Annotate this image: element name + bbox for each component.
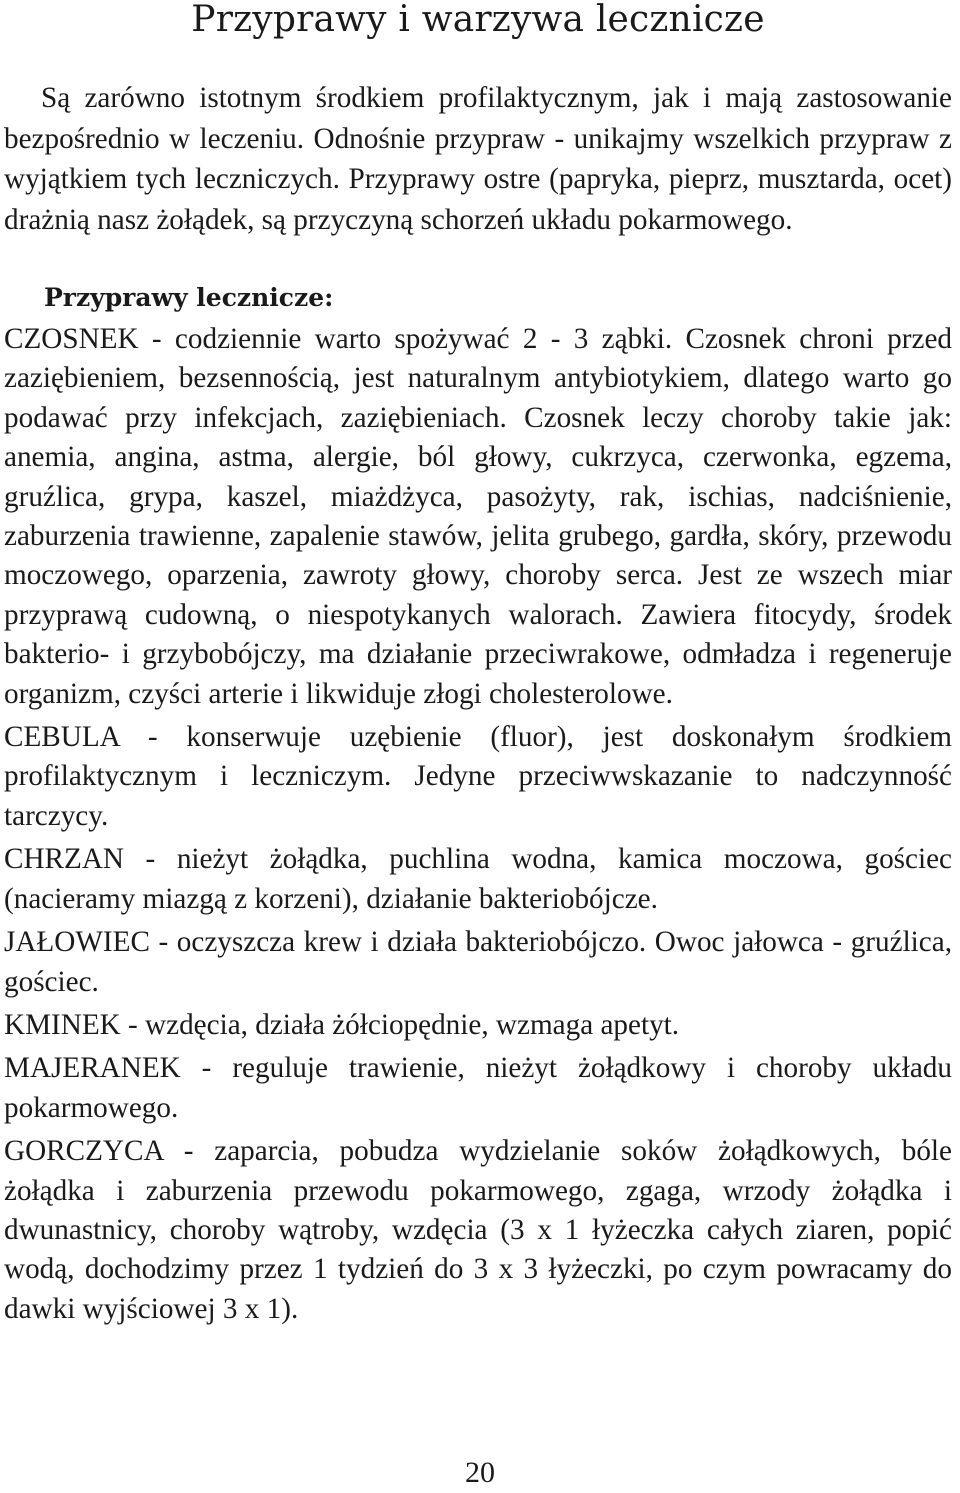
entry-jalowiec: JAŁOWIEC - oczyszcza krew i działa bakteriobójczo. Owoc jałowca - gruźlica, gościec. [4, 926, 952, 998]
entry-kminek: KMINEK - wzdęcia, działa żółciopędnie, wzmaga apetyt. [4, 1008, 680, 1041]
entry-czosnek: CZOSNEK - codziennie warto spożywać 2 - 3 ząbki. Czosnek chroni przed zaziębieniem, bezsennością, jest naturalnym antybiotykiem, dlatego warto go podawać przy infekcjach, zaziębieniach. Czosnek leczy choroby takie jak: anemia, angina, astma, alergie, ból głowy, cukrzyca, czerwonka, egzema, gruźlica, grypa, kaszel, miażdżyca, pasożyty, rak, ischias, nadciśnienie, zaburzenia trawienne, zapalenie stawów, jelita grubego, gardła, skóry, przewodu moczowego, oparzenia, zawroty głowy, choroby serca. Jest ze wszech miar przyprawą cudowną, o niespotykanych walorach. Zawiera fitocydy, środek bakterio- i grzybobójczy, ma działanie przeciwrakowe, odmładza i regeneruje organizm, czyści arterie i likwiduje złogi cholesterolowe. [4, 323, 952, 710]
section-heading: Przyprawy lecznicze: [44, 283, 334, 312]
entry-chrzan: CHRZAN - nieżyt żołądka, puchlina wodna, kamica moczowa, gościec (nacieramy miazgą z korzeni), działanie bakteriobójcze. [4, 843, 952, 915]
entry-gorczyca: GORCZYCA - zaparcia, pobudza wydzielanie soków żołądkowych, bóle żołądka i zaburzenia przewodu pokarmowego, zgaga, wrzody żołądka i dwunastnicy, choroby wątroby, wzdęcia (3 x 1 łyżeczka całych ziaren, popić wodą, dochodzimy przez 1 tydzień do 3 x 3 łyżeczki, po czym powracamy do dawki wyjściowej 3 x 1). [4, 1135, 952, 1325]
entry-cebula: CEBULA - konserwuje uzębienie (fluor), jest doskonałym środkiem profilaktycznym i leczniczym. Jedyne przeciwwskazanie to nadczynność tarczycy. [4, 721, 952, 832]
entry-majeranek: MAJERANEK - reguluje trawienie, nieżyt żołądkowy i choroby układu pokarmowego. [4, 1052, 952, 1124]
page-title: Przyprawy i warzywa lecznicze [191, 0, 765, 40]
intro-paragraph: Są zarówno istotnym środkiem profilaktycznym, jak i mają zastosowanie bezpośrednio w leczeniu. Odnośnie przypraw - unikajmy wszelkich przypraw z wyjątkiem tych leczniczych. Przyprawy ostre (papryka, pieprz, musztarda, ocet) drażnią nasz żołądek, są przyczyną schorzeń układu pokarmowego. [4, 82, 952, 236]
spice-entries [4, 320, 952, 1329]
page-number: 20 [465, 1456, 495, 1489]
